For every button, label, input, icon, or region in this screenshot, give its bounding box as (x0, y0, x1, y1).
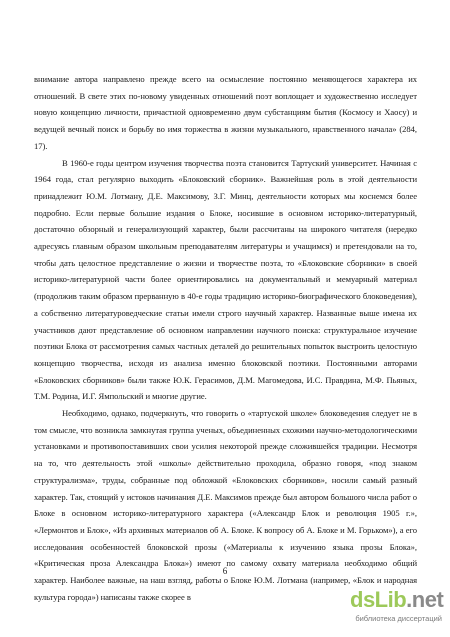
watermark-logo-green: dsLib (350, 587, 407, 612)
watermark-logo-grey: .net (406, 587, 444, 612)
paragraph-school: Необходимо, однако, подчеркнуть, что говорить о «тартуской школе» блоковедения следует не в том смысле, что возникла замкнутая группа ученых, объединенных схожими научно-методологическими установками и противопоставивших свои усилия некоторой прежде сложившейся традиции. Несмотря на то, что деятельность этой «школы» действительно проходила, образно говоря, «под знаком структурализма», труды, собранные под обложкой «Блоковских сборников», носили самый разный характер. Так, стоящий у истоков начинания Д.Е. Максимов прежде был автором большого числа работ о Блоке в основном историко-литературного характера («Александр Блок и революция 1905 г.», «Лермонтов и Блок», «Из архивных материалов об А. Блоке. К вопросу об А. Блоке и М. Горьком»), а его исследования особенностей блоковской прозы («Материалы к изучению языка прозы Блока», «Критическая проза Александра Блока») имеют по самому охвату материала необходимо общий характер. Наиболее важные, на наш взгляд, работы о Блоке Ю.М. Лотмана (например, «Блок и народная культура города») написаны также скорее в (34, 408, 417, 602)
watermark-wordmark (350, 588, 442, 612)
paragraph-continuation: внимание автора направлено прежде всего на осмысление постоянно меняющегося характера их отношений. В свете этих по-новому увиденных отношений поэт воплощает и художественно исследует новую концепцию личности, причастной одновременно двум субстанциям бытия (Космосу и Хаосу) и ведущей вечный поиск и борьбу во имя торжества в жизни музыкального, нравственного начала» (284, 17). (34, 74, 417, 151)
paragraph-tartu: В 1960-е годы центром изучения творчества поэта становится Тартуский университет. Начиная с 1964 года, стал регулярно выходить «Блоковский сборник». Важнейшая роль в этой деятельности принадлежит Ю.М. Лотману, Д.Е. Максимову, З.Г. Минц, деятельности которых мы коснемся более подробно. Если первые большие издания о Блоке, носившие в основном историко-литературный, достаточно обзорный и генерализующий характер, были рассчитаны на широкого читателя (нередко адресуясь главным образом школьным преподавателям литературы и учащимся) и претендовали на то, чтобы дать целостное представление о жизни и творчестве поэта, то «Блоковские сборники» в своей историко-литературной части более ориентировались на документальный и мемуарный материал (продолжив таким образом прерванную в 40-е годы традицию историко-биографического блоковедения), а собственно литературоведческие статьи имели строго научный характер. Названные выше имена их участников дают представление об основном направлении научного поиска: структуральное изучение поэтики Блока от рассмотрения самых частных деталей до решительных попыток выстроить целостную концепцию творчества, исходя из анализа именно блоковской поэтики. Постоянными авторами «Блоковских сборников» были также Ю.К. Герасимов, Д.М. Магомедова, И.С. Правдина, М.Ф. Пьяных, Т.М. Родина, И.Г. Ямпольский и многие другие. (34, 157, 417, 402)
body-text (34, 71, 417, 606)
watermark-subtitle: библиотека диссертаций (355, 614, 442, 623)
page-number: 6 (222, 566, 228, 576)
watermark-logo (350, 588, 442, 628)
